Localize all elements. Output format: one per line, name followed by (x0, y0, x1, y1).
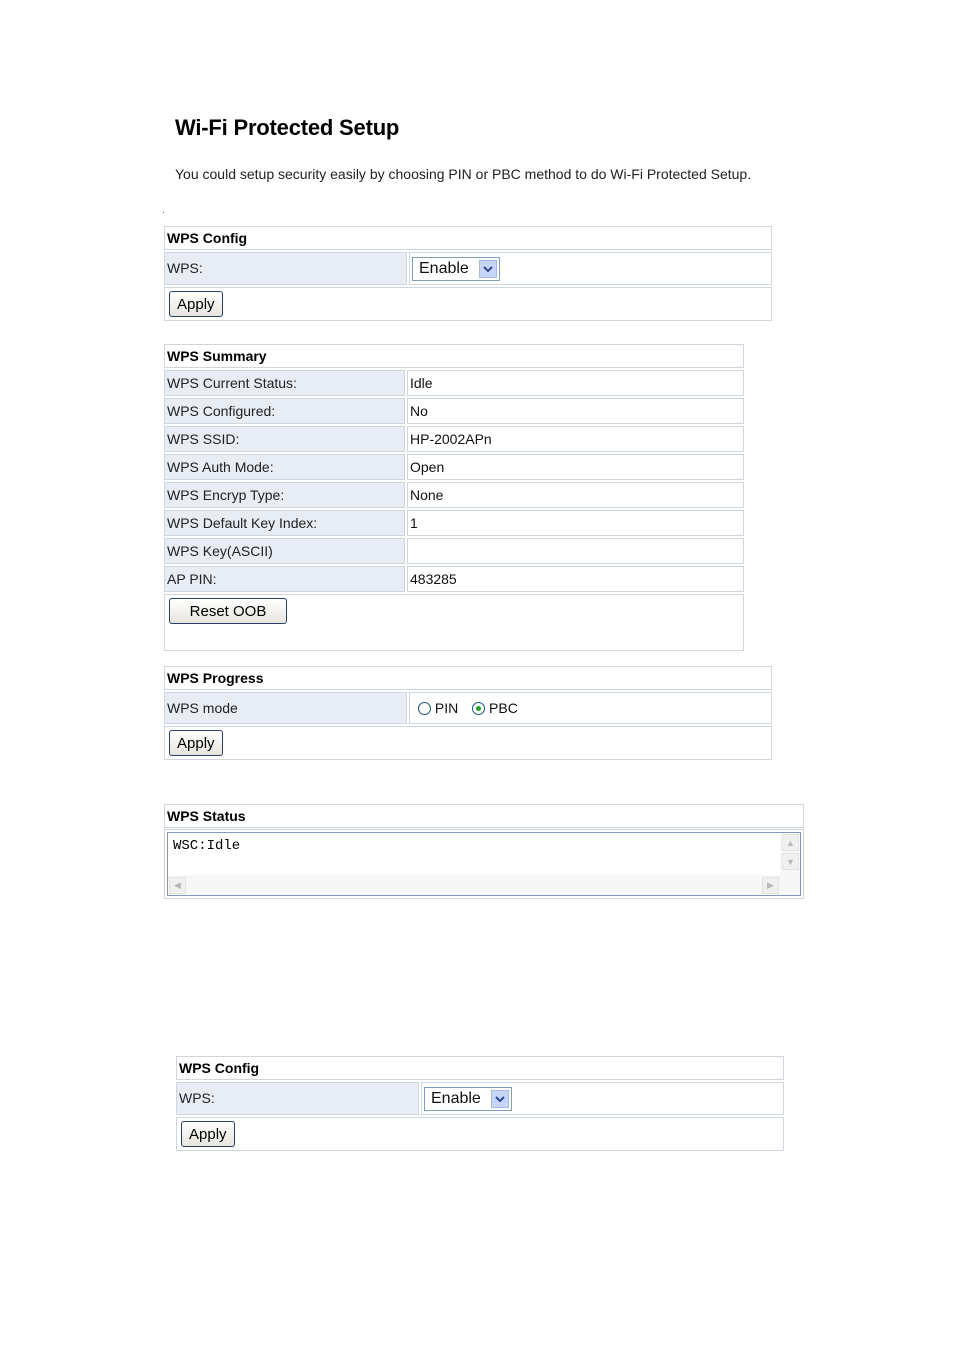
wps-value-cell (409, 252, 772, 285)
page-title: Wi-Fi Protected Setup (175, 115, 400, 140)
wps-config-actions (164, 287, 772, 321)
summary-row-label: WPS Auth Mode: (164, 454, 405, 480)
summary-row-label: WPS SSID: (164, 426, 405, 452)
summary-row (164, 454, 744, 480)
summary-row (164, 398, 744, 424)
pbc-radio[interactable] (472, 702, 485, 715)
wps-summary-panel (164, 344, 744, 651)
wps-config-header: WPS Config (176, 1056, 784, 1080)
pin-option[interactable] (418, 700, 462, 716)
summary-row-label: WPS Key(ASCII) (164, 538, 405, 564)
wps-value-cell (421, 1082, 784, 1115)
wps-label: WPS: (176, 1082, 419, 1115)
summary-row-label: WPS Current Status: (164, 370, 405, 396)
wps-mode-label: WPS mode (164, 692, 407, 724)
summary-row-value: Idle (407, 370, 744, 396)
vertical-scrollbar[interactable] (780, 833, 800, 895)
apply-button[interactable]: Apply (169, 730, 223, 756)
wps-config-actions (176, 1117, 784, 1151)
apply-button[interactable]: Apply (181, 1121, 235, 1147)
page-description: You could setup security easily by choosing PIN or PBC method to do Wi-Fi Protected Setup. (175, 166, 752, 182)
wps-status-panel (164, 804, 804, 899)
reset-oob-button[interactable]: Reset OOB (169, 598, 287, 624)
wps-status-textarea[interactable] (167, 832, 801, 896)
wps-progress-panel (164, 666, 772, 760)
wps-config-header: WPS Config (164, 226, 772, 250)
wps-status-text: WSC:Idle (173, 838, 241, 854)
horizontal-scrollbar[interactable] (168, 875, 780, 895)
wps-select-value: Enable (431, 1090, 481, 1107)
summary-row-label: WPS Encryp Type: (164, 482, 405, 508)
pin-option-label: PIN (434, 700, 459, 716)
wps-progress-actions (164, 726, 772, 760)
summary-row-value: No (407, 398, 744, 424)
summary-row (164, 538, 744, 564)
summary-row (164, 510, 744, 536)
wps-select[interactable] (424, 1087, 512, 1111)
summary-row (164, 426, 744, 452)
wps-config-panel (164, 226, 772, 321)
apply-button[interactable]: Apply (169, 291, 223, 317)
wps-status-body (164, 829, 804, 899)
summary-row-label: WPS Configured: (164, 398, 405, 424)
wps-mode-options (409, 692, 772, 724)
summary-row-label: WPS Default Key Index: (164, 510, 405, 536)
pin-radio[interactable] (418, 702, 431, 715)
wps-status-header: WPS Status (164, 804, 804, 828)
summary-row (164, 566, 744, 592)
summary-row-value: 483285 (407, 566, 744, 592)
wps-select[interactable] (412, 257, 500, 281)
wps-config-panel-secondary (176, 1056, 784, 1151)
scroll-left-icon[interactable]: ◀ (169, 877, 186, 894)
chevron-down-icon[interactable] (491, 1090, 509, 1108)
summary-row-value (407, 538, 744, 564)
summary-row (164, 370, 744, 396)
scroll-down-icon[interactable]: ▼ (782, 853, 799, 870)
wps-summary-header: WPS Summary (164, 344, 744, 368)
summary-row-value: HP-2002APn (407, 426, 744, 452)
scroll-right-icon[interactable]: ▶ (762, 877, 779, 894)
pbc-option[interactable] (472, 700, 518, 716)
stray-mark: . (162, 205, 165, 216)
wps-summary-rows (164, 370, 744, 592)
summary-row (164, 482, 744, 508)
wps-summary-actions (164, 594, 744, 651)
summary-row-value: Open (407, 454, 744, 480)
wps-progress-header: WPS Progress (164, 666, 772, 690)
pbc-option-label: PBC (489, 700, 518, 716)
summary-row-label: AP PIN: (164, 566, 405, 592)
chevron-down-icon[interactable] (479, 260, 497, 278)
scroll-up-icon[interactable]: ▲ (782, 834, 799, 851)
summary-row-value: None (407, 482, 744, 508)
summary-row-value: 1 (407, 510, 744, 536)
wps-label: WPS: (164, 252, 407, 285)
wps-select-value: Enable (419, 260, 469, 277)
